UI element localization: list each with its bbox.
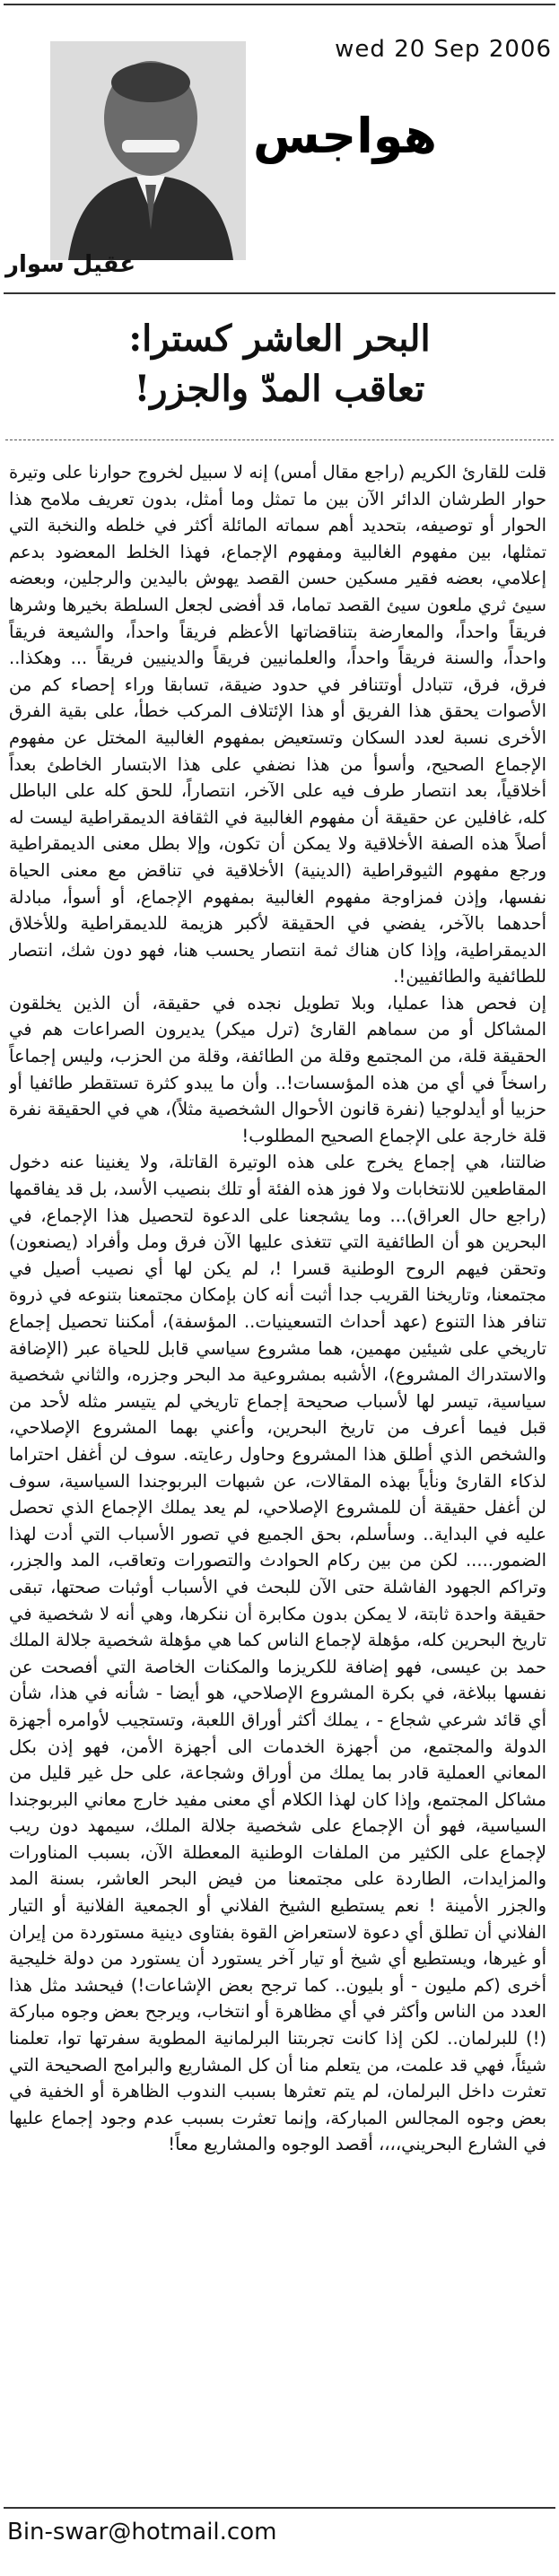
portrait-photo-icon bbox=[50, 41, 246, 260]
paragraph-1: قلت للقارئ الكريم (راجع مقال أمس) إنه لا سبيل لخروج حوارنا على وتيرة حوار الطرشان الدائر الآن بين ما تمثل وما أمثل، بدون تعريف ملامح هذا الحوار أو توصيفه، بتحديد أهم سماته المائلة أكثر في خلطه والنخبة التي تمثلها، بين مفهوم الغالبية ومفهوم الإجماع، فهذا الخلط المعضود بدعم إعلامي، بعضه فقير مسكين حسن القصد يهوش باليدين والرجلين، وبعضه سيئ ثري ملعون سيئ القصد تماما، قد أفضى لجعل السلطة بخيرها وشرها فريقاً واحداً، والمعارضة بتناقضاتها الأعظم فريقاً واحداً، والشيعة فريقاً واحداً، والسنة فريقاً واحداً، والعلمانيين فريقاً والدينيين فريقاً ... وهكذا.. فرق، فرق، تتبادل أوتتنافر في حدود ضيقة، تسابقا وراء إحصاء كم من الأصوات يحقق هذا الفريق أو هذا الإئتلاف المركب خطأ، على بقية الفرق الأخرى نسبة لعدد السكان وتستعيض بمفهوم الغالبية المختل عن مفهوم الإجماع الصحيح، وأسوأ من هذا نضفي على هذا الابتسار الخاطئ بعداً أخلاقياً، بعد انتصار طرف فيه على الآخر، انتصاراً، للحق كله على الباطل كله، غافلين عن حقيقة أن مفهوم الغالبية في الثقافة الديمقراطية ليست له أصلاً هذه الصفة الأخلاقية ولا يمكن أن تكون، وإلا بطل معنى الديمقراطية ورجع مفهوم الثيوقراطية (الدينية) الأخلاقية في تناقض مع معنى الحياة نفسها، وإذن فمزاوجة مفهوم الغالبية بمفهوم الإجماع، أو أسوأ، مبادلة أحدهما بالآخر، يفضي في الحقيقة لأكبر هزيمة للديمقراطية وللأخلاق الديمقراطية، وإذا كان هناك ثمة انتصار يحسب هنا، فهو دون شك، انتصار للطائفية والطائفيين!. bbox=[9, 462, 546, 988]
title-line-1: البحر العاشر كسترا: bbox=[128, 318, 431, 360]
author-name: عقيل سوار bbox=[5, 251, 136, 278]
top-rule bbox=[4, 4, 555, 5]
author-email: Bin-swar@hotmail.com bbox=[7, 2519, 277, 2546]
article-body bbox=[9, 459, 546, 2500]
article-title bbox=[9, 314, 550, 414]
paragraph-2: إن فحص هذا عمليا، وبلا تطويل نجده في حقيقة، أن الذين يخلقون المشاكل أو من سماهم القارئ (ترل ميكر) يديرون الصراعات هم في الحقيقة قلة، من المجتمع وقلة من الطائفة، وقلة من الحزب، وليس إجماعاً راسخاً في أي من هذه المؤسسات!.. وأن ما يبدو كثرة تستقطر طائفيا أو حزبيا أو أيدلوجيا (نفرة قانون الأحوال الشخصية مثلاً)، هي في الحقيقة نفرة قلة خارجة على الإجماع الصحيح المطلوب! bbox=[9, 992, 546, 1146]
header-divider bbox=[4, 292, 555, 294]
column-name: هواجس bbox=[252, 108, 437, 164]
title-line-2: تعاقب المدّ والجزر! bbox=[134, 368, 425, 410]
publication-date: wed 20 Sep 2006 bbox=[335, 36, 552, 63]
title-divider bbox=[5, 439, 554, 440]
footer-divider bbox=[4, 2507, 555, 2509]
paragraph-3: ضالتنا، هي إجماع يخرج على هذه الوتيرة القاتلة، ولا يغنينا عنه دخول المقاطعين للانتخابات ولا فوز هذه الفئة أو تلك بنصيب الأسد، بل قد يفاقمها (راجع حال العراق)... وما يشجعنا على الدعوة لتحصيل هذا الإجماع، في البحرين هو أن الطائفية التي تتغذى عليها الآن فرق ومل وأفراد (يصنعون) وتحقن فيهم الروح الوطنية قسرا !، لم يكن لها أي نصيب أصيل في مجتمعنا، وتاريخنا القريب جدا أثبت أنه كان بإمكان مجتمعنا بتنوعه في ذروة تنافر هذا التنوع (عهد أحداث التسعينيات.. المؤسفة)، أمكننا تحصيل إجماع تاريخي على شيئين مهمين، هما مشروع سياسي قابل للحياة عبر (الإضافة والاستدراك المشروع)، الأشبه بمشروعية مد البحر وجزره، والثاني شخصية سياسية، تيسر لها لأسباب صحيحة إجماع تاريخي لم يتيسر مثله لأحد من قبل فيما أعرف من تاريخ البحرين، وأعني بهما المشروع الإصلاحي، والشخص الذي أطلق هذا المشروع وحاول رعايته. سوف لن أغفل احتراما لذكاء القارئ ونأياً بهذه المقالات، عن شبهات البربوجندا السياسية، سوف لن أغفل حقيقة أن للمشروع الإصلاحي، لم يعد يملك الإجماع الذي تحصل عليه في البداية.. وسأسلم، بحق الجميع في تصور الأسباب التي أدت لهذا الضمور..... لكن من بين ركام الحوادث والتصورات وتعاقب، المد والجزر، وتراكم الجهود الفاشلة حتى الآن للبحث في الأسباب أوثبات صحتها، تبقى حقيقة واحدة ثابتة، لا يمكن بدون مكابرة أن ننكرها، وهي أنه لا شخصية في تاريخ البحرين كله، مؤهلة لإجماع الناس كما هي مؤهلة شخصية جلالة الملك حمد بن عيسى، فهو إضافة للكريزما والمكنات الخاصة التي أفصحت عن نفسها ببلاغة، في بكرة المشروع الإصلاحي، هو أيضا - شأنه في هذا، شأن أي قائد شرعي شجاع - ، يملك أكثر أوراق اللعبة، وتستجيب لأوامره أجهزة الدولة والمجتمع، من أجهزة الخدمات الى أجهزة الأمن، فهو إذن بكل المعاني العملية قادر بما يملك من أوراق وشجاعة، على حل غير قليل من مشاكل المجتمع، وإذا كان لهذا الكلام أي معنى مفيد خارج معاني البربوجندا السياسية، فهو أن الإجماع على شخصية جلالة الملك، سيمهد دون ريب لإجماع على الكثير من الملفات الوطنية المعطلة الآن، بسبب المناورات والمزايدات، الطاردة على مجتمعنا من فيض البحر العاشر، بسنة المد والجزر الأمينة ! نعم يستطيع الشيخ الفلاني أو الجمعية الفلانية أو التيار الفلاني أن تطلق أي دعوة لاستعراض القوة بفتاوى دينية مستوردة من إيران أو غيرها، ويستطيع أي شيخ أو تيار آخر يستورد أن يستورد من دولة خليجية أخرى (كم مليون - أو بليون.. كما ترجح بعض الإشاعات!) فيحشد مثل هذا العدد من الناس وأكثر في أي مظاهرة أو انتخاب، ويرجح بعض وجوه مباركة (!) للبرلمان.. لكن إذا كانت تجربتنا البرلمانية المطوية سفرتها توا، تعلمنا شيئاً، فهي قد علمت، من يتعلم منا أن كل المشاريع والبرامج الصحيحة التي تعثرت داخل البرلمان، لم يتم تعثرها بسبب الندوب الظاهرة أو الخفية في بعض وجوه المجالس المباركة، وإنما تعثرت بسبب عدم وجود إجماع عليها في الشارع البحريني،،،، أقصد الوجوه والمشاريع معاً! bbox=[9, 1152, 546, 2155]
